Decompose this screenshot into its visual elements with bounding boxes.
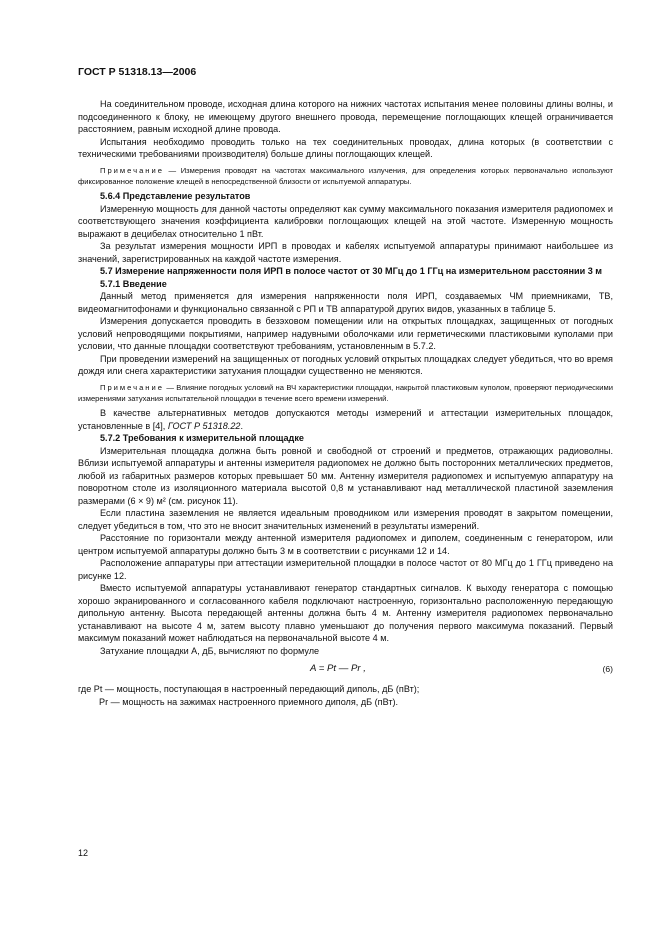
paragraph: Измерения допускается проводить в безэховом помещении или на открытых площадках, защищенных от погодных условий непроводящими покрытиями, например надувными оболочками или герметическими пластиковыми куполами при условии, что данные площадки соответствуют требованиям, установленным в 5.7.2. <box>78 316 613 352</box>
note-label: Примечание <box>100 382 164 392</box>
page-number: 12 <box>78 848 89 858</box>
paragraph: При проведении измерений на защищенных от погодных условий открытых площадках следует убедиться, что во время дождя или снега характеристики затухания площадки существенно не меняются. <box>78 353 613 377</box>
paragraph: Если пластина заземления не является идеальным проводником или измерения проводят в закрытом помещении, следует убедиться в том, что это не вносит значительных изменений в результаты измерений. <box>78 508 613 531</box>
note <box>78 165 613 188</box>
formula-number: (6) <box>602 664 613 675</box>
section-heading-5-7: 5.7 Измерение напряженности поля ИРП в полосе частот от 30 МГц до 1 ГГц на измерительном расстоянии 3 м <box>100 266 603 277</box>
paragraph: Расстояние по горизонтали между антенной измерителя радиопомех и диполем, соединенным с генератором, или центром испытуемой аппаратуры должно быть 3 м в соответствии с рисунками 12 и 14. <box>78 533 613 556</box>
note <box>78 382 613 405</box>
text-run: . <box>240 420 243 431</box>
section-heading-5-7-2: 5.7.2 Требования к измерительной площадке <box>100 433 304 444</box>
paragraph: Измерительная площадка должна быть ровной и свободной от строений и предметов, отражающих радиоволны. Вблизи испытуемой аппаратуры и антенны измерителя радиопомех не должно быть посторонних металлических предметов, любой из габаритных размеров которых превышает 50 мм. Антенну измерителя радиопомех и испытуемую аппаратуру на поворотном столе из изоляционного материала высотой 0,8 м устанавливают над металлической пластиной заземления размерами (6 × 9) м² (см. рисунок 11). <box>78 445 613 506</box>
formula-legend-item: где Pt — мощность, поступающая в настроенный передающий диполь, дБ (пВт); <box>78 684 420 695</box>
paragraph: Затухание площадки А, дБ, вычисляют по формуле <box>100 645 320 656</box>
paragraph: Испытания необходимо проводить только на тех соединительных проводах, длина которых (в соответствии с техническими требованиями производителя) больше длины поглощающих клещей. <box>78 136 613 159</box>
note-label: Примечание <box>100 165 164 175</box>
paragraph: На соединительном проводе, исходная длина которого на нижних частотах испытания менее половины длины волны, и подсоединенного к блоку, не имеющему другого внешнего провода, перемещение поглощающих клещей ограничивается расстоянием, равным исходной длине провода. <box>78 99 613 134</box>
formula-expression: A = Pt — Pr , <box>310 663 366 675</box>
document-body <box>78 98 613 708</box>
paragraph <box>78 407 613 432</box>
document-header: ГОСТ Р 51318.13—2006 <box>78 66 197 78</box>
note-text: — Влияние погодных условий на ВЧ характеристики площадки, накрытой пластиковым куполом, проверяют периодическими измерениями затухания испытательной площадки в течение всего времени измерений. <box>78 382 613 403</box>
paragraph: Вместо испытуемой аппаратуры устанавливают генератор стандартных сигналов. К выходу генератора с помощью хорошо экранированного и согласованного кабеля подключают настроенную, горизонтально расположенную передающую дипольную антенну. Высота передающей антенны должна быть 4 м. Антенну измерителя радиопомех первоначально устанавливают на высоте 4 м, затем высоту плавно уменьшают до получения первого максимума показаний. Первый максимум показаний может наблюдаться на первоначальной высоте 4 м. <box>78 583 613 644</box>
formula <box>78 661 613 679</box>
paragraph: За результат измерения мощности ИРП в проводах и кабелях испытуемой аппаратуры принимают наибольшее из значений, зарегистрированных на каждой частоте измерения. <box>78 241 613 264</box>
paragraph: Расположение аппаратуры при аттестации измерительной площадки в полосе частот от 80 МГц до 1 ГГц приведено на рисунке 12. <box>78 558 613 581</box>
section-heading-5-7-1: 5.7.1 Введение <box>100 278 167 289</box>
note-text: — Измерения проводят на частотах максимального излучения, для определения которых первоначально используют фиксированное положение клещей в непосредственной близости от испытуемой аппаратуры. <box>78 165 613 186</box>
text-run: В качестве альтернативных методов допускаются методы измерений и аттестации измерительных площадок, установленные в [4], <box>78 408 613 431</box>
standard-reference: ГОСТ Р 51318.22 <box>167 420 241 431</box>
paragraph: Данный метод применяется для измерения напряженности поля ИРП, создаваемых ЧМ приемниками, ТВ, видеомагнитофонами и функционально связанной с РП и ТВ аппаратурой других видов, указанных в таблице 5. <box>78 291 613 314</box>
section-heading-5-6-4: 5.6.4 Представление результатов <box>100 191 251 202</box>
paragraph: Измеренную мощность для данной частоты определяют как сумму максимального показания измерителя радиопомех и соответствующего значения коэффициента калибровки поглощающих клещей на этой частоте. Измеренную мощность выражают в децибелах относительно 1 пВт. <box>78 203 613 239</box>
formula-legend-item: Pr — мощность на зажимах настроенного приемного диполя, дБ (пВт). <box>99 696 399 707</box>
